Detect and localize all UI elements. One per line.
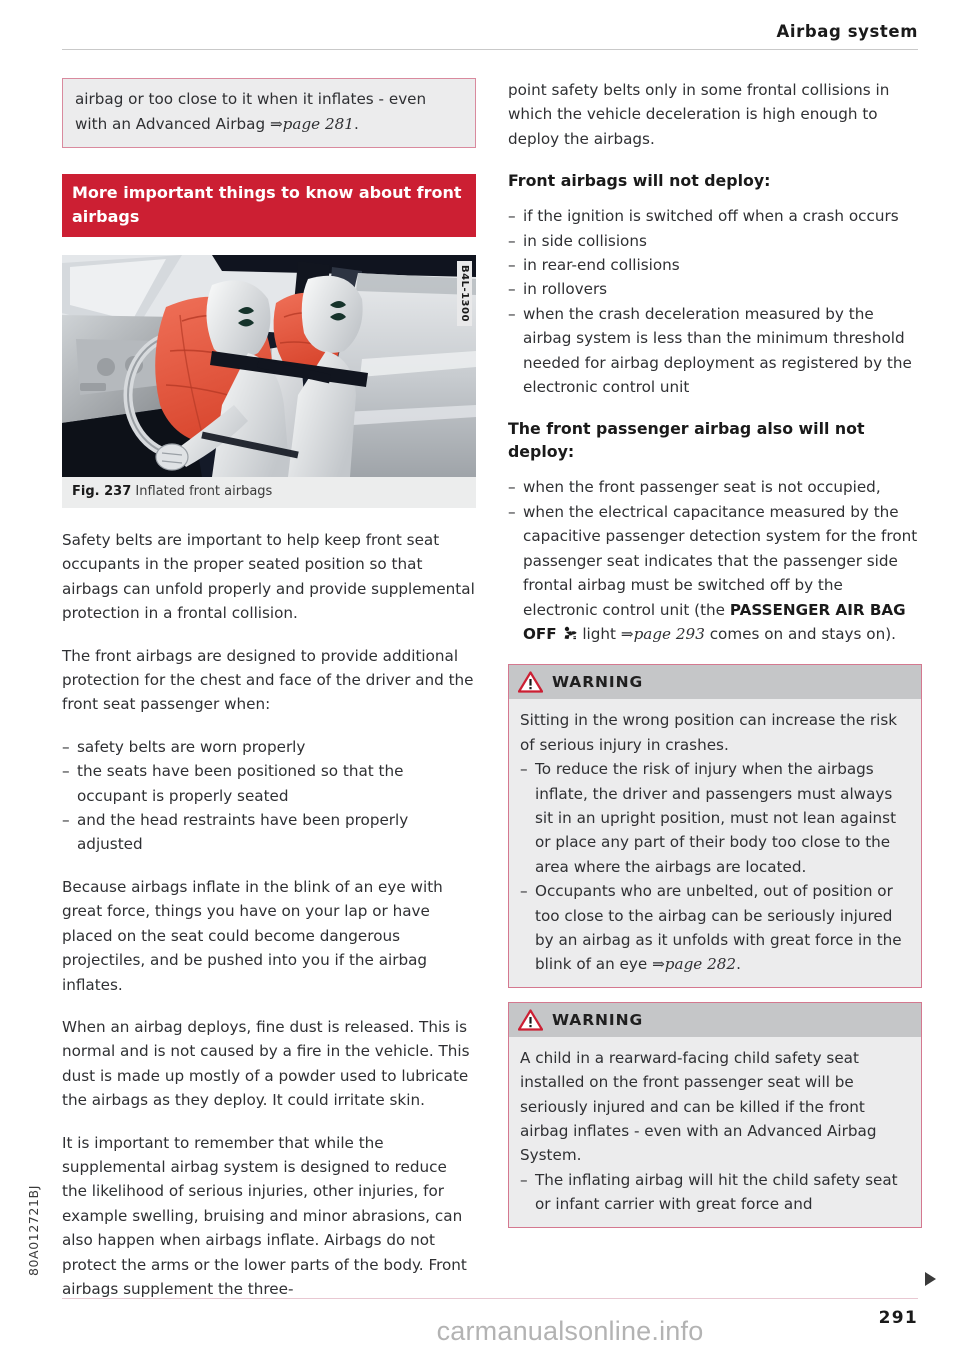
list-item: [520, 879, 910, 977]
list-item: – The inflating airbag will hit the child safety seat or infant carrier with great force and: [520, 1168, 910, 1217]
warning-header: [509, 665, 921, 699]
figure-caption-text: Inflated front airbags: [135, 484, 273, 499]
warning-body: [509, 699, 921, 986]
figure-inflated-front-airbags: [62, 255, 476, 508]
warning-triangle-icon: [518, 1009, 543, 1031]
warning-intro: A child in a rearward-facing child safety seat installed on the front passenger seat will be seriously injured and can be killed if the front airbag inflates - even with an Advanced Airbag System.: [520, 1048, 877, 1165]
airbag-illustration: [62, 255, 476, 477]
list-item: – if the ignition is switched off when a crash occurs: [508, 204, 922, 228]
figure-caption: [62, 477, 476, 508]
page-reference-link[interactable]: page 293: [633, 624, 705, 643]
list-item: – in rear-end collisions: [508, 253, 922, 277]
continued-note-box: [62, 78, 476, 148]
list-item: – in side collisions: [508, 229, 922, 253]
left-paragraph-4: When an airbag deploys, fine dust is released. This is normal and is not caused by a fire in the vehicle. This dust is made up mostly of a powder used to lubricate the airbags as they deploy. It could irritate skin.: [62, 1017, 470, 1110]
will-not-deploy-list: [508, 204, 922, 399]
right-intro-paragraph: point safety belts only in some frontal collisions in which the vehicle deceleration is high enough to deploy the airbags.: [508, 81, 890, 148]
continued-note-body: airbag or too close to it when it inflates - even with an Advanced Airbag: [75, 90, 427, 133]
left-bullet-list: [62, 735, 476, 857]
page-reference-link[interactable]: page 282: [664, 955, 737, 974]
heading-front-airbags-will-not-deploy: Front airbags will not deploy:: [508, 171, 771, 191]
warning-header: [509, 1003, 921, 1037]
page-reference-link[interactable]: page 281: [282, 115, 354, 133]
left-paragraph-2: The front airbags are designed to provide additional protection for the chest and face of the driver and the front seat passenger when:: [62, 646, 474, 714]
warning-title: WARNING: [552, 1010, 644, 1029]
capacitance-text-part-1: when the electrical capacitance measured by the capacitive passenger detection system for the front passenger seat indicates that the passenger side frontal airbag must be switched off by the electronic control unit (the: [523, 502, 918, 619]
warning-item-period: .: [736, 955, 741, 974]
list-item: – and the head restraints have been properly adjusted: [62, 808, 476, 857]
airbag-off-icon: [562, 626, 578, 641]
figure-image-frame: [62, 255, 476, 477]
continued-note-text: [75, 87, 463, 137]
list-item: – To reduce the risk of injury when the airbags inflate, the driver and passengers must always sit in an upright position, must not lean against or place any part of their body too close to the area where the airbags are located.: [520, 757, 910, 879]
passenger-will-not-deploy-list: [508, 475, 922, 646]
warning-items: [520, 757, 910, 977]
continuation-arrow-icon: [925, 1272, 936, 1286]
warning-body: [509, 1037, 921, 1227]
page-reference-arrow-icon: ⇒: [652, 955, 665, 974]
continued-note-period: .: [353, 115, 359, 133]
passenger-air-bag-off-label: PASSENGER AIR BAG OFF: [523, 600, 906, 643]
warning-intro: Sitting in the wrong position can increase the risk of serious injury in crashes.: [520, 711, 898, 754]
footer-divider: [62, 1298, 918, 1299]
warning-items: [520, 1168, 910, 1217]
capacitance-text-part-3: comes on and stays on).: [704, 624, 896, 643]
list-item-capacitance: [508, 500, 922, 646]
header-divider: [62, 49, 918, 50]
section-heading: More important things to know about front airbags: [62, 174, 476, 237]
warning-box-rearward-facing-seat: [508, 1002, 922, 1228]
figure-caption-label: Fig. 237: [72, 484, 132, 499]
list-item: – safety belts are worn properly: [62, 735, 476, 759]
left-paragraph-5: It is important to remember that while the supplemental airbag system is designed to reduce the likelihood of serious injuries, other injuries, for example swelling, bruising and minor abrasions, can also happen when airbags inflate. Airbags do not protect the arms or the lower parts of the body. Front airbags supplement the three-: [62, 1133, 467, 1298]
list-item: – when the crash deceleration measured by the airbag system is less than the minimum threshold needed for airbag deployment as registered by the electronic control unit: [508, 302, 922, 400]
figure-reference-code: B4L-1300: [457, 261, 472, 326]
page-title: Airbag system: [776, 22, 918, 41]
left-column: [62, 78, 476, 1319]
list-item: – when the front passenger seat is not occupied,: [508, 475, 922, 499]
list-item: – in rollovers: [508, 277, 922, 301]
page-number: 291: [878, 1308, 918, 1328]
warning-title: WARNING: [552, 673, 644, 692]
page-reference-arrow-icon: ⇒: [269, 115, 283, 133]
left-paragraph-1: Safety belts are important to help keep front seat occupants in the proper seated position so that airbags can unfold properly and provide supplemental protection in a frontal collision.: [62, 531, 475, 623]
list-item: – the seats have been positioned so that the occupant is properly seated: [62, 759, 476, 808]
left-paragraph-3: Because airbags inflate in the blink of an eye with great force, things you have on your lap or have placed on the seat could become dangerous projectiles, and be pushed into you if the airbag inflates.: [62, 877, 443, 994]
heading-passenger-airbag-will-not-deploy: The front passenger airbag also will not deploy:: [508, 419, 865, 462]
watermark: carmanualsonline.info: [436, 1316, 704, 1346]
right-column: [508, 78, 922, 1242]
warning-triangle-icon: [518, 671, 543, 693]
warning-box-seating-position: [508, 664, 922, 987]
page-header: [62, 22, 918, 56]
document-code: 80A012721BJ: [26, 1185, 41, 1277]
capacitance-text-part-2: light: [577, 624, 621, 643]
warning-item-text: Occupants who are unbelted, out of position or too close to the airbag can be seriously injured by an airbag as it unfolds with great force in the blink of an eye: [535, 882, 902, 974]
page-reference-arrow-icon: ⇒: [620, 624, 634, 643]
